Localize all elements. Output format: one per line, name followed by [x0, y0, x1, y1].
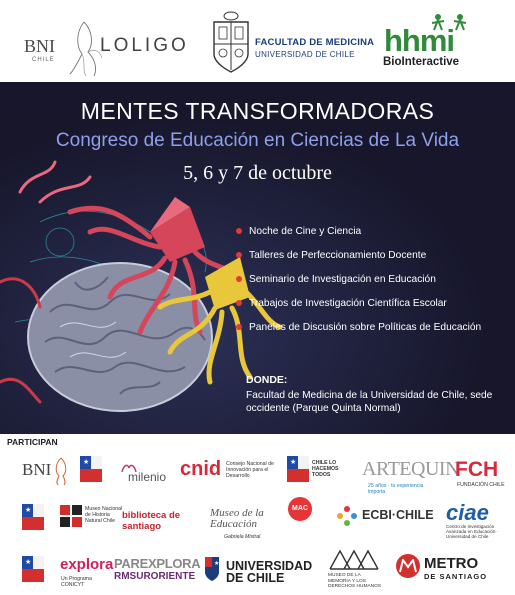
- activity-label: Seminario de Investigación en Educación: [249, 273, 436, 285]
- gov-chile-flag-icon: ★: [22, 556, 44, 582]
- milenio-name: milenio: [128, 470, 167, 484]
- milenio-logo: [120, 462, 175, 486]
- bni-logo-subtitle: CHILE: [32, 57, 55, 63]
- ciae-name: ciae: [446, 500, 489, 525]
- activity-label: Trabajos de Investigación Científica Escolar: [249, 297, 447, 309]
- activity-item: [236, 243, 481, 267]
- activity-item: [236, 267, 481, 291]
- uchile-logo: [204, 556, 313, 590]
- mac-name: MAC: [292, 505, 308, 512]
- museo-memoria-grid-icon: [328, 549, 380, 571]
- metro-icon: [399, 559, 417, 573]
- museo-educacion-logo: [210, 500, 280, 544]
- explora-name: explora: [60, 556, 114, 573]
- mnhn-icon: [60, 505, 82, 527]
- svg-text:★: ★: [214, 561, 220, 567]
- museo-educacion-subtitle: Gabriela Mistral: [224, 534, 261, 540]
- event-poster: [0, 82, 515, 434]
- faculty-name: FACULTAD DE MEDICINA: [255, 37, 375, 48]
- bullet-icon: [236, 300, 242, 306]
- metro-name: METRO: [424, 555, 479, 572]
- loligo-squid-icon: [64, 18, 104, 78]
- bullet-icon: [236, 228, 242, 234]
- bni-logo: BNI: [24, 36, 55, 56]
- bullet-icon: [236, 276, 242, 282]
- cnid-logo: [180, 458, 278, 488]
- metro-logo: [396, 554, 506, 584]
- ecbi-icon: [336, 505, 358, 527]
- explora-logo: [60, 556, 112, 588]
- activity-label: Paneles de Discusión sobre Políticas de Educación: [249, 321, 482, 333]
- biblioteca-logo: [122, 508, 200, 532]
- bni-participant-name: BNI: [22, 460, 52, 479]
- artequin-name: ARTEQUIN: [362, 458, 460, 480]
- bullet-icon: [236, 324, 242, 330]
- mnhn-name: Museo Nacional de Historia Natural Chile: [85, 506, 123, 524]
- uchile-name: UNIVERSIDAD DE CHILE: [226, 559, 313, 585]
- museo-memoria-logo: [328, 549, 390, 593]
- ecbi-logo: [336, 505, 432, 529]
- explora-subtitle: Un Programa CONICYT: [61, 576, 92, 588]
- mnhn-logo: [60, 505, 122, 531]
- hhmi-logo: hhmi: [384, 23, 455, 58]
- ciae-subtitle: Centro de Investigación Avanzada en Educación · Universidad de Chile: [446, 524, 499, 539]
- cnid-name: cnid: [180, 458, 222, 480]
- hhmi-biointeractive: BioInteractive: [383, 56, 460, 68]
- artequin-subtitle: 25 años · tu experiencia importa: [368, 483, 424, 495]
- museo-educacion-name: Museo de la Educación: [210, 507, 264, 530]
- ciae-logo: [446, 500, 506, 540]
- activity-item: [236, 219, 481, 243]
- metro-subtitle: DE SANTIAGO: [424, 572, 488, 581]
- chile-lo-hacemos-todos: CHILE LO HACEMOS TODOS: [312, 460, 339, 478]
- artequin-logo: [358, 456, 460, 495]
- loligo-logo: LOLIGO: [100, 35, 189, 56]
- activity-label: Talleres de Perfeccionamiento Docente: [249, 249, 427, 261]
- faculty-shield-icon: [210, 10, 252, 74]
- participants-label: PARTICIPAN: [7, 437, 58, 447]
- fch-subtitle: FUNDACIÓN CHILE: [457, 482, 505, 488]
- squid-outline-icon: [52, 456, 70, 486]
- gov-chile-flag-icon: ★: [22, 504, 44, 530]
- bullet-icon: [236, 252, 242, 258]
- uchile-shield-icon: [204, 556, 220, 582]
- parexplora-name: PAREXPLORA: [114, 556, 201, 571]
- location-label: DONDE:: [246, 374, 288, 386]
- fch-name: FCH: [455, 458, 499, 481]
- parexplora-logo: [114, 556, 200, 586]
- ecbi-name: ECBI·CHILE: [362, 508, 434, 522]
- museo-memoria-name: MUSEO DE LA MEMORIA Y LOS DERECHOS HUMANOS: [328, 573, 382, 589]
- event-subtitle: Congreso de Educación en Ciencias de La Vida: [55, 130, 460, 151]
- gov-chile-flag-icon: ★: [80, 456, 102, 482]
- location-text: Facultad de Medicina de la Universidad de Chile, sede occidente (Parque Quinta Normal): [246, 390, 493, 414]
- gov-chile-flag-icon: ★: [287, 456, 309, 482]
- activity-item: [236, 291, 481, 315]
- mac-logo: [288, 497, 322, 545]
- university-name: UNIVERSIDAD DE CHILE: [255, 50, 355, 59]
- event-title: MENTES TRANSFORMADORAS: [80, 98, 435, 124]
- bni-participant-logo: [22, 456, 72, 490]
- event-dates: 5, 6 y 7 de octubre: [183, 162, 332, 184]
- activity-list: [236, 219, 481, 339]
- activity-label: Noche de Cine y Ciencia: [249, 225, 362, 237]
- sponsor-header: [0, 0, 515, 82]
- parexplora-subtitle: RMSURORIENTE: [114, 571, 196, 582]
- cnid-description: Consejo Nacional de Innovación para el Desarrollo: [226, 461, 274, 479]
- fch-logo: [455, 458, 505, 492]
- activity-item: [236, 315, 481, 339]
- biblioteca-name: biblioteca de santiago: [122, 510, 181, 532]
